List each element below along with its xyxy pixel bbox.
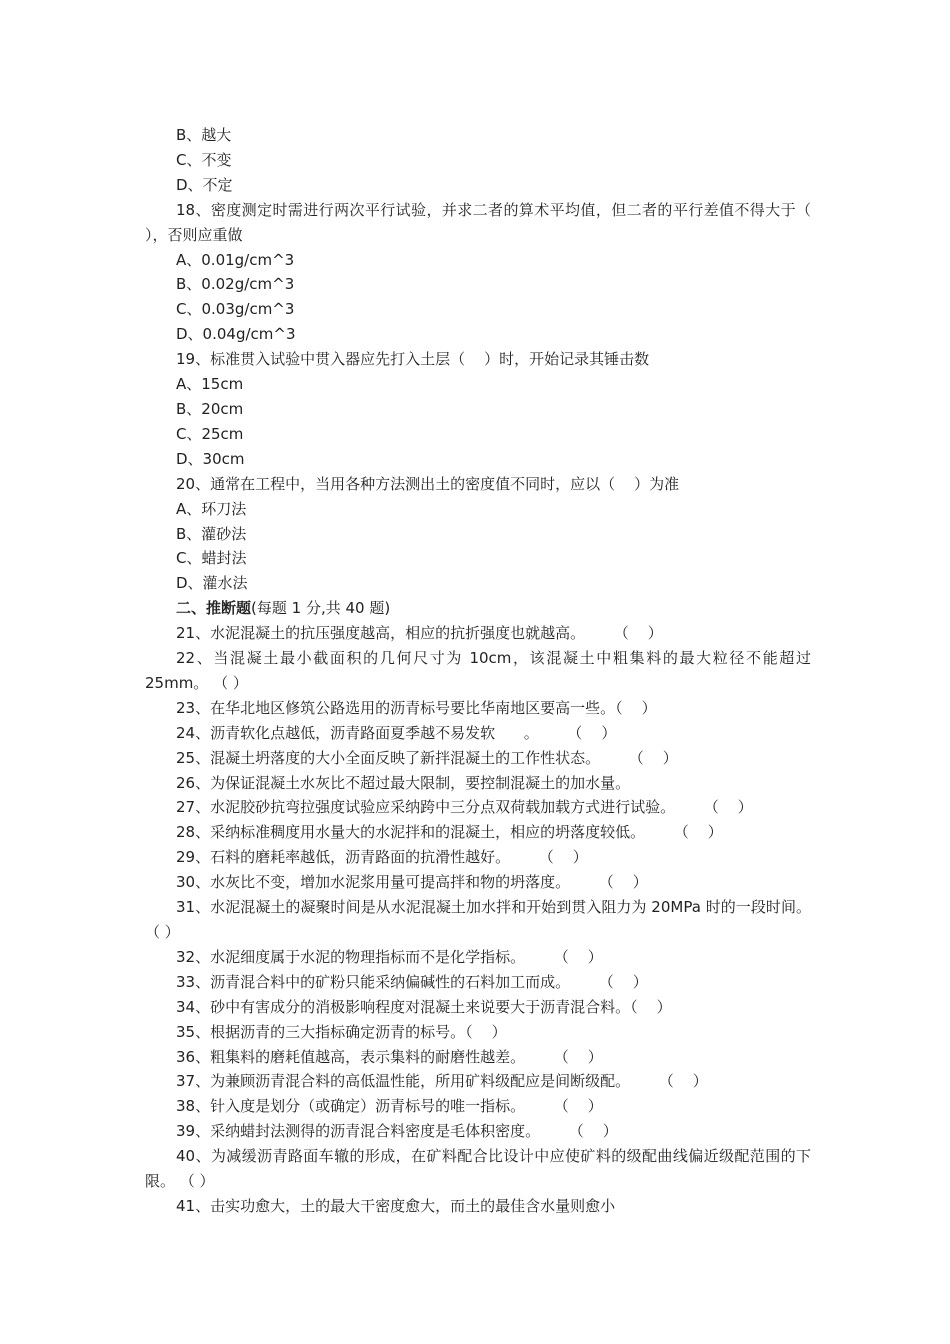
question-text: 21、水泥混凝土的抗压强度越高，相应的抗折强度也就越高。 （ ）	[176, 624, 663, 643]
option-line: B、20cm	[176, 399, 244, 418]
question-text: 33、沥青混合料中的矿粉只能采纳偏碱性的石料加工而成。 （ ）	[176, 972, 648, 991]
option-line: A、0.01g/cm^3	[176, 250, 295, 269]
question-text: 23、在华北地区修筑公路选用的沥青标号要比华南地区要高一些。（ ）	[176, 698, 657, 717]
option-line: A、环刀法	[176, 499, 247, 518]
section-title: 二、推断题	[176, 599, 252, 618]
question-text: 31、水泥混凝土的凝聚时间是从水泥混凝土加水拌和开始到贯入阻力为 20MPa 时的一段时间。 （ ）	[145, 898, 811, 941]
question-text: 30、水灰比不变，增加水泥浆用量可提高拌和物的坍落度。 （ ）	[176, 873, 648, 892]
option-line: B、越大	[176, 126, 232, 144]
question-text: 26、为保证混凝土水灰比不超过最大限制，要控制混凝土的加水量。	[176, 773, 631, 792]
option-line: B、灌砂法	[176, 524, 247, 543]
section-note: (每题 1 分,共 40 题)	[251, 599, 391, 618]
option-line: D、不定	[176, 175, 233, 194]
question-text: 32、水泥细度属于水泥的物理指标而不是化学指标。 （ ）	[176, 947, 603, 966]
question-text: 38、针入度是划分（或确定）沥青标号的唯一指标。 （ ）	[176, 1097, 603, 1116]
question-text: 40、为减缓沥青路面车辙的形成，在矿料配合比设计中应使矿料的级配曲线偏近级配范围的下限。 （ ）	[145, 1147, 811, 1191]
option-line: A、15cm	[176, 375, 244, 394]
option-line: D、30cm	[176, 449, 245, 468]
option-line: C、不变	[176, 150, 232, 169]
document-page	[145, 123, 811, 1219]
question-text: 36、粗集料的磨耗值越高，表示集料的耐磨性越差。 （ ）	[176, 1047, 603, 1066]
question-text: 24、沥青软化点越低，沥青路面夏季越不易发软 。 （ ）	[176, 723, 617, 742]
question-text: 22、当混凝土最小截面积的几何尺寸为 10cm，该混凝土中粗集料的最大粒径不能超过 25mm。 （ ）	[145, 649, 811, 692]
option-line: D、灌水法	[176, 574, 248, 593]
question-text: 39、采纳蜡封法测得的沥青混合料密度是毛体积密度。 （ ）	[176, 1122, 618, 1141]
section-heading	[145, 596, 811, 621]
question-text: 18、密度测定时需进行两次平行试验，并求二者的算术平均值，但二者的平行差值不得大于（ ），否则应重做	[145, 200, 811, 244]
option-line: D、0.04g/cm^3	[176, 325, 296, 344]
option-line: C、0.03g/cm^3	[176, 300, 295, 319]
question-text: 19、标准贯入试验中贯入器应先打入土层（ ）时，开始记录其锤击数	[176, 350, 650, 369]
option-line: C、25cm	[176, 424, 244, 443]
question-text: 35、根据沥青的三大指标确定沥青的标号。（ ）	[176, 1022, 507, 1041]
question-text: 41、击实功愈大，土的最大干密度愈大，而土的最佳含水量则愈小	[176, 1196, 616, 1215]
question-text: 25、混凝土坍落度的大小全面反映了新拌混凝土的工作性状态。 （ ）	[176, 748, 678, 767]
question-text: 37、为兼顾沥青混合料的高低温性能，所用矿料级配应是间断级配。 （ ）	[176, 1072, 708, 1091]
question-text: 27、水泥胶砂抗弯拉强度试验应采纳跨中三分点双荷载加载方式进行试验。 （ ）	[176, 798, 753, 817]
question-text: 20、通常在工程中，当用各种方法测出土的密度值不同时，应以（ ）为准	[176, 474, 680, 493]
option-line: B、0.02g/cm^3	[176, 275, 295, 294]
question-text: 29、石料的磨耗率越低，沥青路面的抗滑性越好。 （ ）	[176, 848, 588, 867]
question-text: 34、砂中有害成分的消极影响程度对混凝土来说要大于沥青混合料。（ ）	[176, 997, 672, 1016]
question-text: 28、采纳标准稠度用水量大的水泥拌和的混凝土，相应的坍落度较低。 （ ）	[176, 823, 723, 842]
option-line: C、蜡封法	[176, 549, 247, 568]
